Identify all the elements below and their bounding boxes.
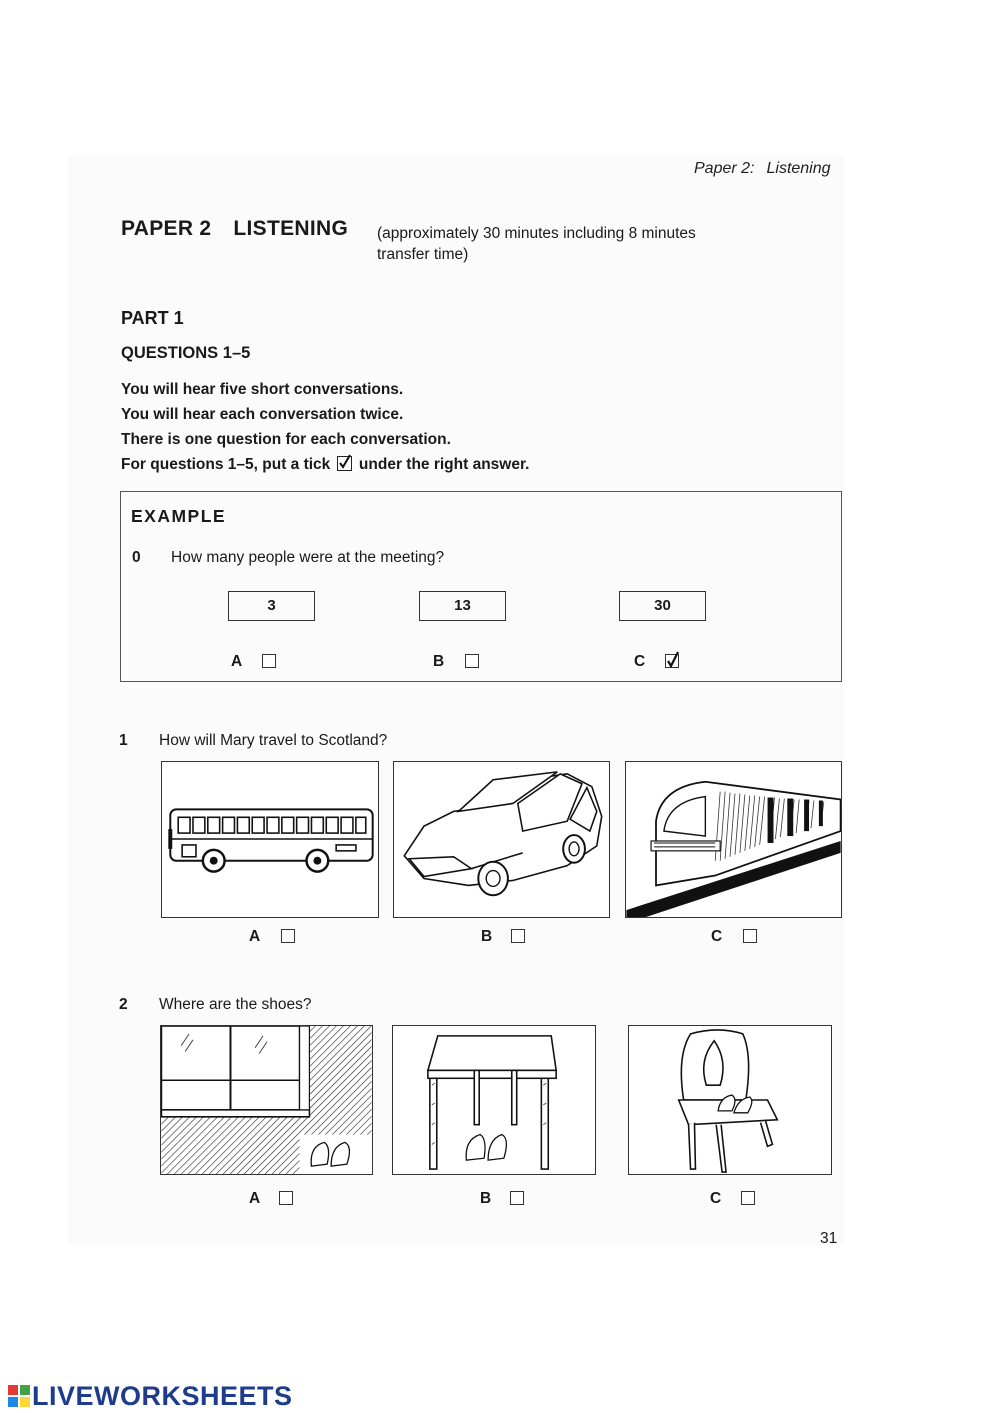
liveworksheets-brand: LIVEWORKSHEETS [32,1381,293,1411]
question-1-option-c-checkbox[interactable] [743,929,757,943]
running-header-section: Listening [766,160,831,177]
tick-instruction [121,456,529,474]
instruction-line: You will hear five short conversations. [121,381,404,398]
question-1-option-a-checkbox[interactable] [281,929,295,943]
example-option-b-letter: B [433,653,445,670]
running-header [694,160,831,178]
example-question: How many people were at the meeting? [171,549,445,566]
window-icon [161,1026,372,1174]
car-picture[interactable] [393,761,610,918]
question-2-option-a-letter: A [249,1190,261,1207]
question-2-number: 2 [119,996,128,1013]
question-2-option-a-checkbox[interactable] [279,1191,293,1205]
question-1-option-a-letter: A [249,928,261,945]
page-number: 31 [820,1230,838,1247]
instruction-line: You will hear each conversation twice. [121,406,404,423]
question-1-option-c-letter: C [711,928,723,945]
tick-instruction-after: under the right answer. [358,456,530,473]
questions-heading: QUESTIONS 1–5 [121,344,251,362]
example-option-a-letter: A [231,653,243,670]
question-1-option-b-checkbox[interactable] [511,929,525,943]
bus-picture[interactable] [161,761,379,918]
example-number: 0 [132,549,141,566]
paper-name: LISTENING [233,217,349,240]
question-1-text: How will Mary travel to Scotland? [159,732,388,749]
question-2-option-b-checkbox[interactable] [510,1191,524,1205]
shoes-under-window-picture[interactable] [160,1025,373,1175]
liveworksheets-logo-icon [8,1385,30,1407]
question-2-text: Where are the shoes? [159,996,312,1013]
question-2-option-c-checkbox[interactable] [741,1191,755,1205]
example-box [120,491,842,682]
paper-number: PAPER 2 [121,217,212,240]
example-option-a-value: 3 [228,591,315,621]
question-2-option-c-letter: C [710,1190,722,1207]
shoes-under-table-picture[interactable] [392,1025,596,1175]
table-icon [393,1026,595,1174]
paper-subtitle: (approximately 30 minutes including 8 minutes transfer time) [377,225,696,263]
question-1-option-b-letter: B [481,928,493,945]
example-option-a-checkbox[interactable] [262,654,276,668]
train-picture[interactable] [625,761,842,918]
example-label: EXAMPLE [131,506,227,526]
question-2-option-b-letter: B [480,1190,492,1207]
page-title [121,217,348,241]
tick-instruction-before: For questions 1–5, put a tick [121,456,331,473]
example-option-c-letter: C [634,653,646,670]
liveworksheets-logo[interactable] [8,1381,293,1412]
example-option-b-checkbox[interactable] [465,654,479,668]
train-icon [626,762,841,917]
question-1-number: 1 [119,732,128,749]
shoes-on-chair-picture[interactable] [628,1025,832,1175]
chair-icon [629,1026,831,1174]
running-header-paper: Paper 2: [694,160,755,177]
example-option-c-value: 30 [619,591,706,621]
tick-icon [337,456,352,471]
car-icon [394,762,609,917]
bus-icon [162,762,378,917]
check-mark-icon [665,650,681,668]
example-option-b-value: 13 [419,591,506,621]
part-heading: PART 1 [121,308,184,328]
example-option-c-checkbox[interactable] [665,654,679,668]
instruction-line: There is one question for each conversation. [121,431,451,448]
